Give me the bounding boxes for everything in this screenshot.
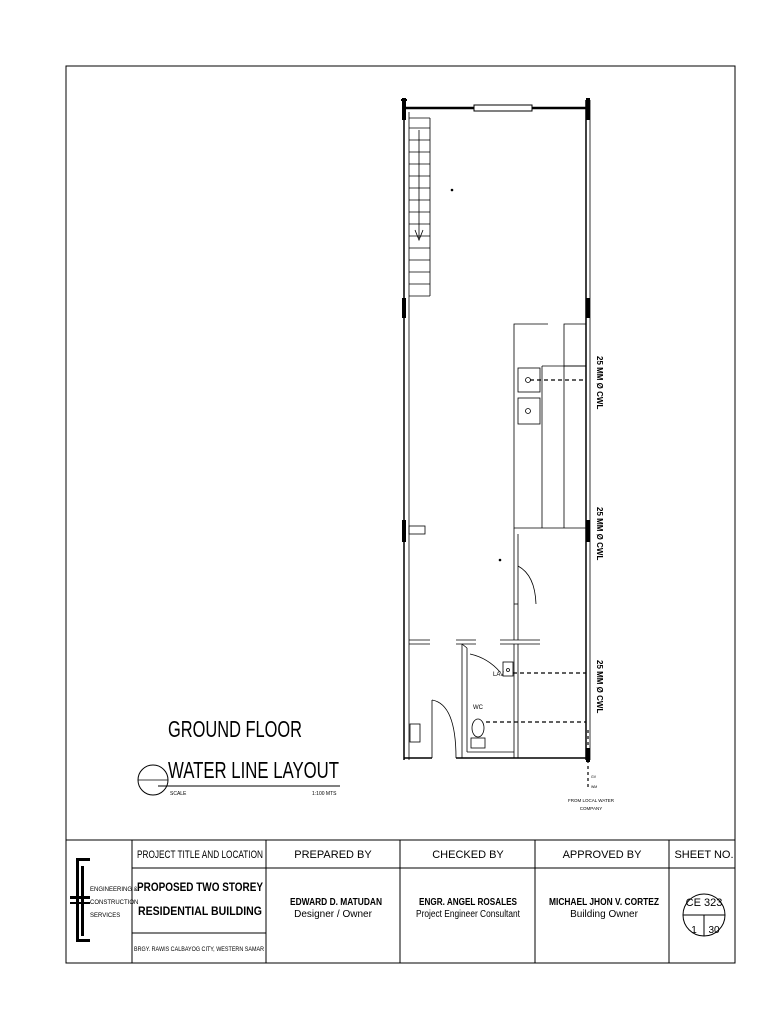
sheet-header: SHEET NO. [674,849,734,861]
pipe-label-1: 25 MM Ø CWL [595,356,604,410]
approved-name: MICHAEL JHON V. CORTEZ [549,896,660,908]
kitchen-counter [514,324,586,528]
sheet-code: CE 323 [685,897,723,909]
drawing-title-line1: GROUND FLOOR [168,716,302,742]
floor-plan [401,98,590,790]
fixture-lav-label: LAV [493,672,504,678]
meter-note-1: GV [591,775,597,779]
fixture-wc-label: WC [473,705,483,711]
scale-value: 1:100 MTS [312,791,337,797]
drawing-title-line2: WATER LINE LAYOUT [168,757,339,783]
drawing-title-block [138,716,340,797]
project-title-line1: PROPOSED TWO STOREY [137,880,263,894]
project-header: PROJECT TITLE AND LOCATION [137,849,264,861]
firm-logo [70,858,90,942]
checked-role: Project Engineer Consultant [416,909,521,920]
approved-role: Building Owner [570,909,638,920]
interior-walls [409,526,540,758]
source-note-line2: COMPANY [579,806,603,811]
source-note-line1: FROM LOCAL WATER [567,798,615,803]
top-window [474,105,532,111]
pipe-label-2: 25 MM Ø CWL [595,507,604,561]
sheet-total: 30 [708,925,720,936]
approved-header: APPROVED BY [562,849,642,861]
water-closet [471,719,485,748]
firm-name-line2: CONSTRUCTION [90,900,139,906]
project-location: BRGY. RAWIS CALBAYOG CITY, WESTERN SAMAR [134,946,265,953]
prepared-header: PREPARED BY [294,849,372,861]
prepared-role: Designer / Owner [294,909,372,920]
firm-name-line1: ENGINEERING & [90,887,138,893]
checked-header: CHECKED BY [432,849,504,861]
pipe-label-3: 25 MM Ø CWL [595,660,604,714]
lavatory [503,662,513,676]
firm-name-line3: SERVICES [90,913,121,919]
prepared-name: EDWARD D. MATUDAN [290,896,382,908]
project-title-line2: RESIDENTIAL BUILDING [138,904,262,918]
meter-note-2: WM [591,785,598,789]
sheet-number: 1 [691,925,697,936]
scale-label: SCALE [170,791,187,797]
sheet-border [66,66,735,963]
checked-name: ENGR. ANGEL ROSALES [419,896,517,908]
water-lines [486,380,588,790]
stair [409,118,430,296]
